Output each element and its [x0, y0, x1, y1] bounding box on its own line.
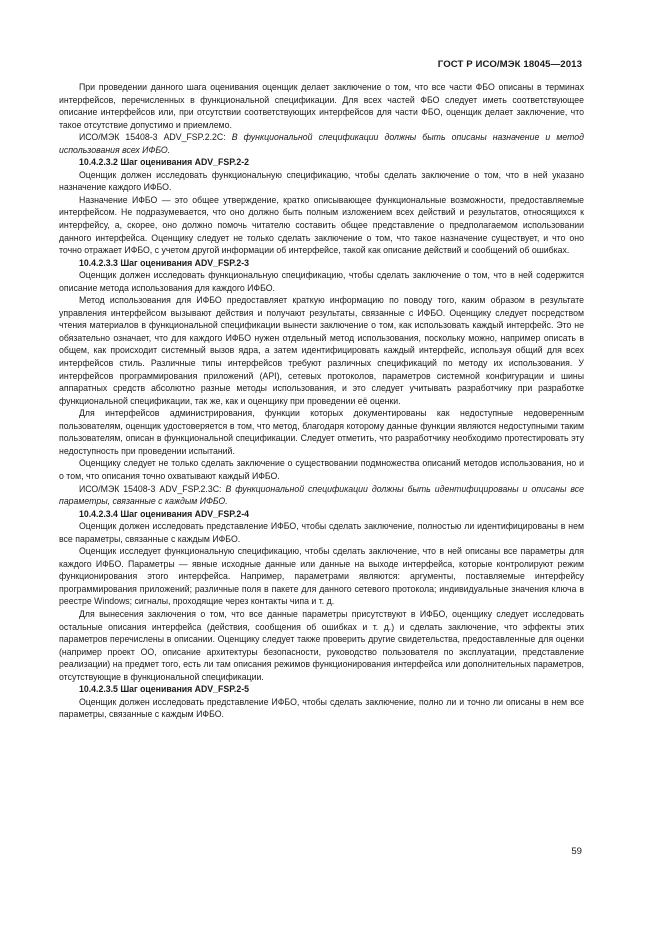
paragraph: Назначение ИФБО — это общее утверждение, кратко описывающее функциональные возможности, предоставляемые интерфейсом. Не подразумевается, что оно должно быть полным изложением всех действий и результатов, относящихся к интерфейсу, а, скорее, оно должно помочь читателю составить общее представление о предполагаемом использовании данного интерфейса. Оценщику следует не только сделать заключение о том, что такое назначение существует, и что оно точно отражает ИФБО, с учетом другой информации об интерфейсе, такой как описание действий и сообщений об ошибках. [59, 194, 584, 256]
section-heading: 10.4.2.3.3 Шаг оценивания ADV_FSP.2-3 [79, 257, 249, 268]
paragraph: Для вынесения заключения о том, что все данные параметры присутствуют в ИФБО, оценщику следует исследовать остальные описания интерфейса (действия, сообщения об ошибках и т. д.) и сделать заключение, что эффекты этих параметров перечислены в описании. Оценщику следует также проверить другие свидетельства, предоставленные для оценки (например проект ОО, описание архитектуры безопасности, руководство пользователя по эксплуатации, представление реализации) на предмет того, есть ли там описания режимов функционирования интерфейса или дополнительных параметров, отсутствующие в функциональной спецификации. [59, 608, 584, 682]
section-heading: 10.4.2.3.5 Шаг оценивания ADV_FSP.2-5 [79, 684, 249, 695]
paragraph: Оценщик исследует функциональную спецификацию, чтобы сделать заключение, что в ней описаны все параметры для каждого ИФБО. Параметры — явные исходные данные или данные на выходе интерфейса, которые контролируют режим функционирования этого интерфейса. Например, параметрами являются: аргументы, поставляемые интерфейсу программирования приложений; различные поля в пакете для данного сетевого протокола; индивидуальные значения ключа в реестре Windows; сигналы, проходящие через контакты чипа и т. д. [59, 546, 584, 607]
paragraph: Оценщик должен исследовать представление ИФБО, чтобы сделать заключение, полно ли и точно ли описаны в нем все параметры, связанные с каждым ИФБО. [59, 696, 584, 720]
paragraph: Оценщик должен исследовать представление ИФБО, чтобы сделать заключение, полностью ли идентифицированы в нем все параметры, связанные с каждым ИФБО. [59, 521, 584, 544]
paragraph: При проведении данного шага оценивания оценщик делает заключение о том, что все части ФБО описаны в терминах интерфейсов, перечисленных в функциональной спецификации. Для всех частей ФБО следует иметь соответствующее описание интерфейсов или, при отсутствии соответствующих интерфейсов для части ФБО, оценщик делает заключение, что такое отсутствие допустимо и приемлемо. [59, 82, 584, 130]
standard-header: ГОСТ Р ИСО/МЭК 18045—2013 [437, 59, 582, 70]
standard-reference [59, 483, 584, 508]
paragraph: Оценщик должен исследовать функциональную спецификацию, чтобы сделать заключение о том, что в ней содержится описание метода использования для каждого ИФБО. [59, 270, 584, 293]
section-heading: 10.4.2.3.2 Шаг оценивания ADV_FSP.2-2 [79, 157, 249, 168]
section-heading: 10.4.2.3.4 Шаг оценивания ADV_FSP.2-4 [79, 508, 249, 519]
page-number: 59 [571, 846, 582, 857]
standard-reference [59, 131, 584, 156]
reference-text: В функциональной спецификации должны быть идентифицированы и описаны все параметры, связанные с каждым ИФБО. [59, 483, 584, 507]
paragraph: Для интерфейсов администрирования, функции которых документированы как недоступные недоверенным пользователям, оценщик удостоверяется в том, что метод, благодаря которому данные функции являются недоступными таким пользователям, описан в функциональной спецификации. Следует отметить, что разработчику необходимо протестировать эту недоступность при проведении испытаний. [59, 408, 584, 456]
reference-code: ИСО/МЭК 15408-3 ADV_FSP.2.3С: [79, 483, 226, 494]
reference-code: ИСО/МЭК 15408-3 ADV_FSP.2.2С: [79, 132, 232, 143]
reference-text: В функциональной спецификации должны быть описаны назначение и метод использования всех ИФБО. [59, 132, 584, 155]
paragraph: Метод использования для ИФБО предоставляет краткую информацию по поводу того, каким образом в результате управления интерфейсом вызывают действия и получают результаты, связанные с ИФБО. Оценщику следует посредством чтения материалов в функциональной спецификации вынести заключение о том, как использовать каждый интерфейс. Это не обязательно означает, что для каждого ИФБО нужен отдельный метод использования, поскольку можно, например описать в общем, как происходит системный вызов ядра, а затем идентифицировать каждый интерфейс, используя общий для всех интерфейсов стиль. Различные типы интерфейсов требуют различных спецификаций по методу их использования. У интерфейсов программирования приложений (API), сетевых протоколов, параметров системной конфигурации и шины аппаратных средств абсолютно разные методы использования, и это следует учитывать разработчику при разработке функциональной спецификации, так же, как и оценщику при проведении её оценки. [59, 295, 584, 406]
paragraph: Оценщик должен исследовать функциональную спецификацию, чтобы сделать заключение о том, что в ней указано назначение каждого ИФБО. [59, 169, 584, 193]
paragraph: Оценщику следует не только сделать заключение о существовании подмножества описаний методов использования, но и о том, что описания точно охватывают каждый ИФБО. [59, 458, 584, 481]
page-body [59, 81, 584, 721]
